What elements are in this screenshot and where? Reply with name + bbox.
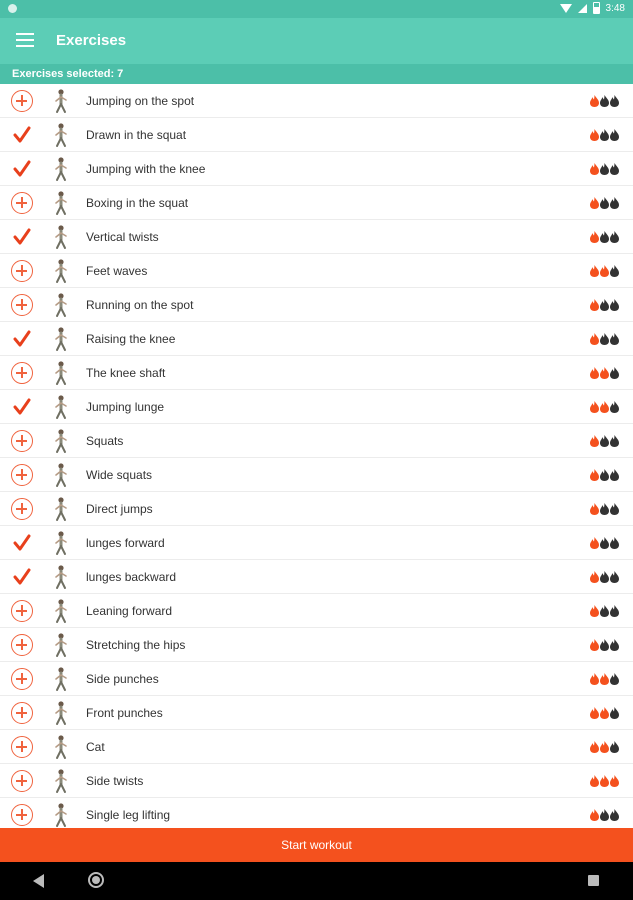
flame-icon — [600, 536, 609, 554]
flame-icon — [600, 128, 609, 146]
add-exercise-button[interactable] — [11, 192, 33, 214]
flame-icon — [600, 672, 609, 690]
exercise-list[interactable] — [0, 84, 633, 828]
exercise-name: Front punches — [86, 706, 163, 720]
exercise-name: Side punches — [86, 672, 159, 686]
exercise-row[interactable] — [0, 254, 633, 288]
plus-circle-icon — [11, 464, 33, 486]
flame-icon — [590, 264, 599, 282]
flame-icon — [610, 366, 619, 384]
battery-icon — [593, 2, 600, 14]
flame-icon — [600, 502, 609, 520]
exercise-figure-icon — [49, 122, 73, 148]
exercise-figure-icon — [49, 666, 73, 692]
start-workout-button[interactable] — [0, 828, 633, 862]
exercise-figure-icon — [49, 496, 73, 522]
intensity-rating — [590, 230, 619, 248]
intensity-rating — [590, 298, 619, 316]
exercise-figure-icon — [49, 394, 73, 420]
status-bar — [0, 0, 633, 18]
exercise-figure-icon — [49, 768, 73, 794]
exercise-name: Boxing in the squat — [86, 196, 189, 210]
plus-circle-icon — [11, 260, 33, 282]
add-exercise-button[interactable] — [11, 90, 33, 112]
add-exercise-button[interactable] — [11, 634, 33, 656]
exercise-row[interactable] — [0, 560, 633, 594]
flame-icon — [600, 808, 609, 826]
checkmark-icon[interactable] — [11, 328, 33, 350]
intensity-rating — [590, 468, 619, 486]
exercise-row[interactable] — [0, 220, 633, 254]
exercise-name: lunges backward — [86, 570, 177, 584]
flame-icon — [590, 230, 599, 248]
add-exercise-button[interactable] — [11, 362, 33, 384]
checkmark-icon[interactable] — [11, 566, 33, 588]
exercise-row[interactable] — [0, 764, 633, 798]
exercise-name: Single leg lifting — [86, 808, 171, 822]
checkmark-icon[interactable] — [11, 532, 33, 554]
flame-icon — [600, 366, 609, 384]
exercise-figure-icon — [49, 88, 73, 114]
plus-circle-icon — [11, 770, 33, 792]
flame-icon — [600, 570, 609, 588]
add-exercise-button[interactable] — [11, 430, 33, 452]
add-exercise-button[interactable] — [11, 498, 33, 520]
flame-icon — [590, 638, 599, 656]
flame-icon — [590, 740, 599, 758]
plus-circle-icon — [11, 192, 33, 214]
exercise-row[interactable] — [0, 730, 633, 764]
flame-icon — [600, 740, 609, 758]
flame-icon — [590, 706, 599, 724]
exercise-figure-icon — [49, 428, 73, 454]
plus-circle-icon — [11, 634, 33, 656]
add-exercise-button[interactable] — [11, 736, 33, 758]
flame-icon — [610, 128, 619, 146]
intensity-rating — [590, 128, 619, 146]
intensity-rating — [590, 264, 619, 282]
exercise-name: Side twists — [86, 774, 144, 788]
intensity-rating — [590, 162, 619, 180]
exercise-row[interactable] — [0, 526, 633, 560]
intensity-rating — [590, 536, 619, 554]
flame-icon — [610, 706, 619, 724]
exercise-row[interactable] — [0, 696, 633, 730]
flame-icon — [610, 774, 619, 792]
flame-icon — [590, 434, 599, 452]
checkmark-icon[interactable] — [11, 226, 33, 248]
exercise-name: Cat — [86, 740, 105, 754]
flame-icon — [600, 264, 609, 282]
flame-icon — [610, 332, 619, 350]
flame-icon — [610, 298, 619, 316]
flame-icon — [600, 298, 609, 316]
flame-icon — [610, 536, 619, 554]
add-exercise-button[interactable] — [11, 668, 33, 690]
intensity-rating — [590, 672, 619, 690]
flame-icon — [590, 298, 599, 316]
exercise-figure-icon — [49, 530, 73, 556]
add-exercise-button[interactable] — [11, 294, 33, 316]
checkmark-icon[interactable] — [11, 158, 33, 180]
intensity-rating — [590, 570, 619, 588]
plus-circle-icon — [11, 804, 33, 826]
exercise-row[interactable] — [0, 662, 633, 696]
intensity-rating — [590, 808, 619, 826]
add-exercise-button[interactable] — [11, 770, 33, 792]
exercise-figure-icon — [49, 190, 73, 216]
flame-icon — [610, 808, 619, 826]
intensity-rating — [590, 502, 619, 520]
flame-icon — [600, 774, 609, 792]
flame-icon — [600, 434, 609, 452]
flame-icon — [600, 332, 609, 350]
flame-icon — [600, 706, 609, 724]
flame-icon — [610, 638, 619, 656]
flame-icon — [600, 162, 609, 180]
flame-icon — [610, 604, 619, 622]
flame-icon — [610, 672, 619, 690]
exercise-figure-icon — [49, 734, 73, 760]
exercise-row[interactable] — [0, 152, 633, 186]
flame-icon — [590, 536, 599, 554]
flame-icon — [600, 604, 609, 622]
exercise-figure-icon — [49, 360, 73, 386]
exercise-row[interactable] — [0, 322, 633, 356]
flame-icon — [590, 196, 599, 214]
flame-icon — [610, 434, 619, 452]
intensity-rating — [590, 366, 619, 384]
exercise-row[interactable] — [0, 458, 633, 492]
flame-icon — [590, 128, 599, 146]
exercise-figure-icon — [49, 632, 73, 658]
wifi-icon — [560, 4, 572, 13]
exercise-figure-icon — [49, 292, 73, 318]
flame-icon — [590, 774, 599, 792]
status-icons — [560, 2, 625, 14]
intensity-rating — [590, 638, 619, 656]
exercise-name: Jumping on the spot — [86, 94, 195, 108]
flame-icon — [610, 196, 619, 214]
flame-icon — [600, 638, 609, 656]
exercise-row[interactable] — [0, 84, 633, 118]
plus-circle-icon — [11, 362, 33, 384]
exercise-name: Jumping with the knee — [86, 162, 206, 176]
exercise-figure-icon — [49, 156, 73, 182]
exercise-name: Wide squats — [86, 468, 153, 482]
exercise-row[interactable] — [0, 356, 633, 390]
flame-icon — [590, 332, 599, 350]
exercise-row[interactable] — [0, 118, 633, 152]
add-exercise-button[interactable] — [11, 600, 33, 622]
intensity-rating — [590, 706, 619, 724]
flame-icon — [590, 604, 599, 622]
flame-icon — [590, 570, 599, 588]
add-exercise-button[interactable] — [11, 464, 33, 486]
intensity-rating — [590, 434, 619, 452]
start-workout-label: Start workout — [281, 838, 352, 852]
system-nav-bar — [0, 862, 633, 900]
exercise-row[interactable] — [0, 492, 633, 526]
checkmark-icon[interactable] — [11, 396, 33, 418]
home-icon[interactable] — [88, 872, 104, 888]
exercise-row[interactable] — [0, 798, 633, 828]
flame-icon — [600, 400, 609, 418]
plus-circle-icon — [11, 736, 33, 758]
flame-icon — [590, 162, 599, 180]
exercise-figure-icon — [49, 564, 73, 590]
flame-icon — [610, 264, 619, 282]
exercise-row[interactable] — [0, 186, 633, 220]
plus-circle-icon — [11, 668, 33, 690]
exercise-name: Vertical twists — [86, 230, 159, 244]
notification-icon — [8, 4, 17, 13]
signal-icon — [578, 4, 587, 13]
plus-circle-icon — [11, 498, 33, 520]
flame-icon — [590, 502, 599, 520]
intensity-rating — [590, 774, 619, 792]
hamburger-menu-icon[interactable] — [16, 33, 34, 49]
exercise-name: lunges forward — [86, 536, 165, 550]
exercise-name: Direct jumps — [86, 502, 153, 516]
flame-icon — [610, 502, 619, 520]
exercise-figure-icon — [49, 700, 73, 726]
exercise-name: Leaning forward — [86, 604, 173, 618]
plus-circle-icon — [11, 702, 33, 724]
flame-icon — [610, 468, 619, 486]
flame-icon — [600, 196, 609, 214]
exercise-figure-icon — [49, 598, 73, 624]
flame-icon — [590, 672, 599, 690]
intensity-rating — [590, 332, 619, 350]
exercise-name: Squats — [86, 434, 124, 448]
flame-icon — [600, 230, 609, 248]
selection-count-bar — [0, 64, 633, 84]
exercise-name: Running on the spot — [86, 298, 194, 312]
flame-icon — [600, 94, 609, 112]
exercise-row[interactable] — [0, 628, 633, 662]
exercise-name: Feet waves — [86, 264, 148, 278]
intensity-rating — [590, 740, 619, 758]
flame-icon — [610, 94, 619, 112]
intensity-rating — [590, 94, 619, 112]
add-exercise-button[interactable] — [11, 260, 33, 282]
exercise-name: The knee shaft — [86, 366, 166, 380]
plus-circle-icon — [11, 90, 33, 112]
app-bar — [0, 18, 633, 64]
status-time: 3:48 — [605, 2, 625, 14]
add-exercise-button[interactable] — [11, 702, 33, 724]
exercise-name: Stretching the hips — [86, 638, 186, 652]
exercise-row[interactable] — [0, 424, 633, 458]
checkmark-icon[interactable] — [11, 124, 33, 146]
flame-icon — [600, 468, 609, 486]
selection-count-text: Exercises selected: 7 — [12, 68, 124, 80]
exercise-row[interactable] — [0, 288, 633, 322]
exercise-name: Jumping lunge — [86, 400, 165, 414]
flame-icon — [610, 162, 619, 180]
exercise-figure-icon — [49, 258, 73, 284]
flame-icon — [590, 808, 599, 826]
flame-icon — [610, 570, 619, 588]
exercise-name: Raising the knee — [86, 332, 176, 346]
recent-apps-icon[interactable] — [588, 875, 599, 886]
flame-icon — [590, 468, 599, 486]
flame-icon — [590, 94, 599, 112]
flame-icon — [610, 740, 619, 758]
intensity-rating — [590, 196, 619, 214]
flame-icon — [590, 400, 599, 418]
plus-circle-icon — [11, 294, 33, 316]
plus-circle-icon — [11, 430, 33, 452]
flame-icon — [610, 230, 619, 248]
exercise-row[interactable] — [0, 390, 633, 424]
flame-icon — [610, 400, 619, 418]
exercise-figure-icon — [49, 224, 73, 250]
back-icon[interactable] — [33, 874, 44, 888]
exercise-figure-icon — [49, 326, 73, 352]
exercise-figure-icon — [49, 462, 73, 488]
intensity-rating — [590, 604, 619, 622]
intensity-rating — [590, 400, 619, 418]
exercise-figure-icon — [49, 802, 73, 828]
flame-icon — [590, 366, 599, 384]
exercise-row[interactable] — [0, 594, 633, 628]
page-title: Exercises — [56, 32, 127, 49]
add-exercise-button[interactable] — [11, 804, 33, 826]
plus-circle-icon — [11, 600, 33, 622]
exercise-name: Drawn in the squat — [86, 128, 187, 142]
